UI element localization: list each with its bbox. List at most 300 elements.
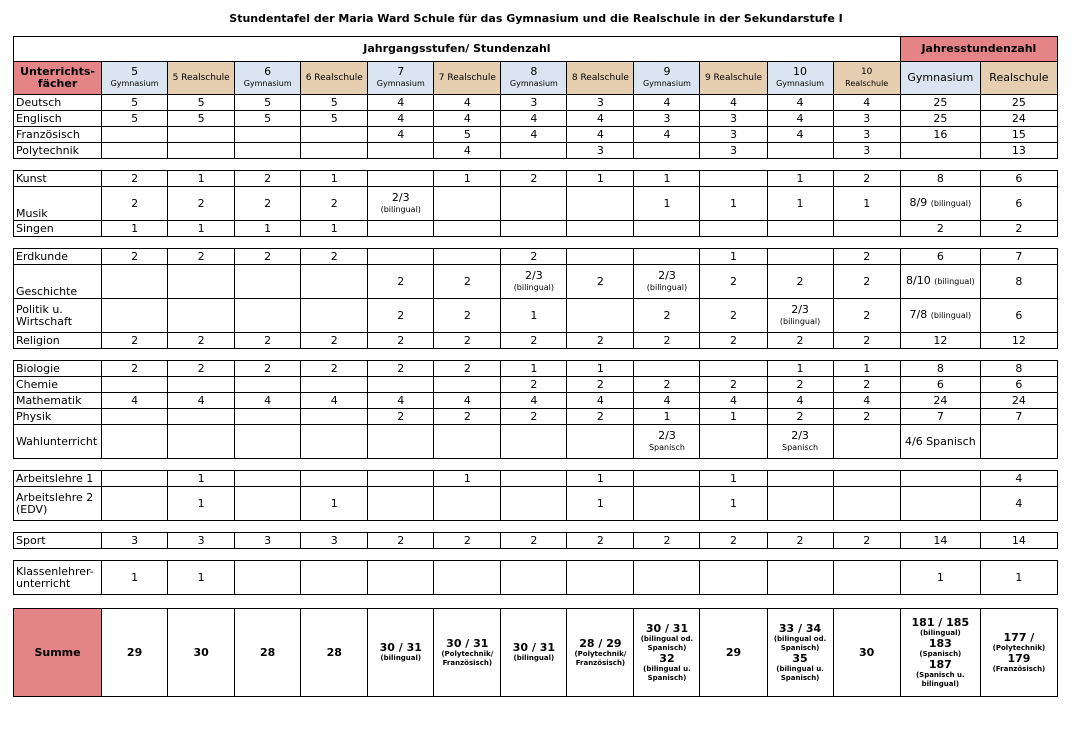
hours-cell: 5 [301,95,368,111]
summe-cell [634,609,700,697]
hours-cell: 2 [833,533,900,549]
hours-cell: 2 [301,187,368,221]
hours-cell: 5 [102,111,168,127]
hours-cell: 2 [833,409,900,425]
total-gymnasium: 8 [900,171,980,187]
subject-row [14,127,1058,143]
hours-cell: 1 [833,361,900,377]
hours-cell: 2 [767,265,833,299]
hours-cell: 4 [833,393,900,409]
total-gymnasium: 2 [900,221,980,237]
hours-cell [634,361,700,377]
hours-cell: 2 [301,333,368,349]
hours-cell: 2 [700,533,767,549]
hours-cell: 1 [767,171,833,187]
grade-header-5-gymnasium [102,62,168,95]
header-row-top [14,37,1058,62]
total-realschule: 8 [980,361,1057,377]
grade-header-7-realschule: 7 Realschule [434,62,501,95]
hours-cell: 1 [767,361,833,377]
subject-row [14,533,1058,549]
hours-cell: 1 [833,187,900,221]
hours-cell [767,561,833,595]
spacer-cell [14,349,1058,361]
hours-cell: 1 [168,221,235,237]
sum-note: (Spanisch) [919,649,962,658]
grade-number: 5 [131,65,139,78]
hours-cell: 3 [833,127,900,143]
cell-note: Spanisch [648,442,685,452]
cell-note: (bilingual) [779,316,821,326]
subject-name: Französisch [14,127,102,143]
subject-name: Physik [14,409,102,425]
sum-value: 29 [725,645,742,659]
hours-cell [368,487,434,521]
hours-cell: 1 [567,171,634,187]
hours-cell [301,425,368,459]
hours-cell [501,187,567,221]
hours-cell [235,377,301,393]
sum-value: 30 / 31 [512,641,556,654]
sum-value: 30 [859,645,875,659]
sum-value: 179 [1007,651,1031,665]
hours-cell: 3 [102,533,168,549]
grade-header-9-realschule: 9 Realschule [700,62,767,95]
hours-cell [301,561,368,595]
hours-cell: 2 [501,249,567,265]
spacer-cell [14,159,1058,171]
hours-cell [567,299,634,333]
total-gymnasium: 24 [900,393,980,409]
subject-row [14,171,1058,187]
hours-cell: 2 [102,187,168,221]
hours-cell [235,471,301,487]
spacer-cell [14,237,1058,249]
total-realschule: 25 [980,95,1057,111]
hours-cell [301,409,368,425]
subject-row [14,425,1058,459]
subject-name: Geschichte [14,265,102,299]
hours-cell: 4 [501,393,567,409]
grade-header-10-realschule [833,62,900,95]
jahresstunden-header: Jahresstundenzahl [900,37,1057,62]
total-gymnasium: 6 [900,249,980,265]
sum-note: (bilingual od. Spanisch) [640,634,694,652]
hours-cell [634,471,700,487]
hours-cell [634,425,700,459]
hours-cell: 2 [368,409,434,425]
hours-cell: 4 [567,111,634,127]
subject-name: Erdkunde [14,249,102,265]
hours-cell: 4 [368,111,434,127]
hours-cell: 1 [235,221,301,237]
hours-cell: 2 [168,187,235,221]
total-realschule: 7 [980,249,1057,265]
cell-value: 2/3 [525,268,543,282]
summe-total-gymnasium [900,609,980,697]
hours-cell: 2 [700,333,767,349]
hours-cell [434,487,501,521]
spacer-row [14,549,1058,561]
hours-cell: 2 [501,533,567,549]
hours-cell [567,425,634,459]
subject-name: Sport [14,533,102,549]
grade-number: 10 [860,67,873,77]
grade-type: Gymnasium [110,79,159,88]
subject-row [14,377,1058,393]
hours-cell [634,221,700,237]
grade-number: 9 [663,65,671,78]
hours-cell [102,471,168,487]
total-gymnasium: 1 [900,561,980,595]
hours-cell [833,221,900,237]
hours-cell: 4 [434,393,501,409]
hours-cell [301,377,368,393]
hours-cell: 2 [833,377,900,393]
sum-note: (Polytechnik/ Französisch) [441,649,494,667]
hours-cell: 2 [434,361,501,377]
hours-cell: 4 [368,95,434,111]
total-realschule: 1 [980,561,1057,595]
hours-cell: 2 [235,171,301,187]
hours-cell [700,221,767,237]
hours-cell: 5 [301,111,368,127]
total-realschule: 15 [980,127,1057,143]
hours-cell: 2 [767,409,833,425]
hours-cell: 2 [567,409,634,425]
subject-row [14,409,1058,425]
hours-cell: 4 [767,95,833,111]
hours-cell [501,487,567,521]
hours-cell [168,143,235,159]
subject-row [14,487,1058,521]
hours-cell: 2 [833,171,900,187]
hours-cell: 2 [102,333,168,349]
hours-cell: 1 [567,471,634,487]
hours-cell [833,471,900,487]
subject-name: Arbeitslehre 1 [14,471,102,487]
subject-name: Kunst [14,171,102,187]
hours-cell: 2 [235,249,301,265]
header-row-grades [14,62,1058,95]
subject-row [14,471,1058,487]
total-realschule: 6 [980,377,1057,393]
total-gymnasium [900,471,980,487]
hours-cell: 2 [634,299,700,333]
hours-cell: 5 [168,111,235,127]
total-gymnasium [900,143,980,159]
sum-value: 33 / 34 [778,621,822,635]
total-gymnasium [900,487,980,521]
hours-cell: 4 [767,127,833,143]
hours-cell: 3 [301,533,368,549]
summe-row [14,609,1058,697]
total-gymnasium-header: Gymnasium [900,62,980,95]
hours-cell: 1 [501,361,567,377]
subject-name: Englisch [14,111,102,127]
hours-cell: 2 [368,533,434,549]
subject-name: Deutsch [14,95,102,111]
hours-cell: 4 [235,393,301,409]
sum-note: (Spanisch u. bilingual) [915,670,965,688]
summe-cell [567,609,634,697]
hours-cell: 1 [567,487,634,521]
total-realschule: 7 [980,409,1057,425]
hours-cell: 1 [301,221,368,237]
hours-cell: 2 [833,333,900,349]
hours-cell: 2 [833,299,900,333]
hours-cell: 2 [168,249,235,265]
hours-cell [102,127,168,143]
hours-cell [368,171,434,187]
hours-cell [833,487,900,521]
hours-cell [833,425,900,459]
hours-cell: 2 [700,377,767,393]
hours-cell: 2 [235,333,301,349]
grade-number: 6 [264,65,272,78]
hours-cell: 2 [168,361,235,377]
grade-type: Gymnasium [642,79,691,88]
sum-value: 30 / 31 [379,641,422,654]
hours-cell: 2 [634,333,700,349]
subject-name: Religion [14,333,102,349]
hours-cell: 2 [102,171,168,187]
subject-name: Arbeitslehre 2 (EDV) [14,487,102,521]
grade-header-5-realschule: 5 Realschule [168,62,235,95]
total-realschule: 6 [980,299,1057,333]
hours-cell [368,425,434,459]
subject-row [14,265,1058,299]
hours-cell: 1 [700,471,767,487]
hours-cell: 1 [102,561,168,595]
hours-cell [700,561,767,595]
hours-cell [767,221,833,237]
hours-cell [235,409,301,425]
hours-cell [235,561,301,595]
hours-cell [634,265,700,299]
hours-cell [434,561,501,595]
hours-cell [833,561,900,595]
hours-cell: 2 [634,377,700,393]
sum-value: 35 [792,651,808,665]
hours-cell: 3 [634,111,700,127]
hours-cell [102,299,168,333]
hours-cell: 2 [434,333,501,349]
summe-cell [235,609,301,697]
hours-cell [301,265,368,299]
hours-cell: 2 [833,249,900,265]
hours-cell: 4 [434,143,501,159]
total-gymnasium: 8 [900,361,980,377]
subject-name: Chemie [14,377,102,393]
stundentafel-table [13,36,1058,697]
cell-note: Spanisch [782,442,819,452]
hours-cell: 1 [501,299,567,333]
hours-cell: 1 [700,187,767,221]
hours-cell: 3 [168,533,235,549]
hours-cell [634,143,700,159]
hours-cell: 3 [501,95,567,111]
spacer-cell [14,521,1058,533]
total-realschule: 4 [980,471,1057,487]
hours-cell: 5 [235,95,301,111]
hours-cell [102,265,168,299]
grade-header-6-realschule: 6 Realschule [301,62,368,95]
hours-cell [700,361,767,377]
grade-number: 7 [397,65,405,78]
hours-cell: 4 [567,127,634,143]
sum-value: 28 / 29 [579,636,622,650]
total-realschule: 13 [980,143,1057,159]
sum-value: 28 [260,645,276,659]
subject-row [14,187,1058,221]
hours-cell [102,425,168,459]
hours-cell: 2 [168,333,235,349]
hours-cell: 5 [235,111,301,127]
summe-total-realschule [980,609,1057,697]
subject-row [14,561,1058,595]
hours-cell: 3 [700,111,767,127]
sum-note: (bilingual) [380,654,422,662]
jahrgang-header: Jahrgangsstufen/ Stundenzahl [14,37,901,62]
sum-note: (bilingual) [919,628,961,637]
hours-cell [102,377,168,393]
sum-value: 183 [928,636,952,650]
grade-header-6-gymnasium [235,62,301,95]
spacer-cell [14,549,1058,561]
subject-row [14,249,1058,265]
total-realschule-header: Realschule [980,62,1057,95]
hours-cell: 4 [767,111,833,127]
subject-row [14,299,1058,333]
grade-header-8-realschule: 8 Realschule [567,62,634,95]
grade-header-7-gymnasium [368,62,434,95]
hours-cell: 3 [700,127,767,143]
hours-cell: 4 [567,393,634,409]
hours-cell: 4 [501,111,567,127]
subject-row [14,333,1058,349]
subject-row [14,393,1058,409]
cell-note: (bilingual) [934,277,975,286]
summe-cell [501,609,567,697]
grade-type: Gymnasium [776,79,825,88]
total-realschule [980,425,1057,459]
hours-cell: 1 [767,187,833,221]
summe-cell [767,609,833,697]
hours-cell: 3 [833,111,900,127]
hours-cell [567,187,634,221]
sum-note: (Polytechnik/ Französisch) [574,649,627,667]
sum-note: (Polytechnik) [992,643,1046,652]
subject-column-header: Unterrichts-fächer [14,62,102,95]
hours-cell [700,425,767,459]
cell-value: 2/3 [658,268,676,282]
subject-row [14,221,1058,237]
subject-row [14,111,1058,127]
hours-cell [767,487,833,521]
summe-cell [368,609,434,697]
hours-cell [301,299,368,333]
hours-cell: 2 [767,333,833,349]
grade-header-8-gymnasium [501,62,567,95]
total-gymnasium: 12 [900,333,980,349]
sum-value: 30 / 31 [446,636,489,650]
cell-note: (bilingual) [646,282,688,292]
total-gymnasium: 14 [900,533,980,549]
hours-cell: 2 [434,299,501,333]
cell-value: 2/3 [658,428,676,442]
hours-cell: 2 [434,409,501,425]
subject-row [14,361,1058,377]
hours-cell: 1 [168,171,235,187]
hours-cell: 1 [168,487,235,521]
hours-cell: 2 [700,265,767,299]
hours-cell [102,143,168,159]
grade-number: 8 [530,65,538,78]
hours-cell: 4 [434,95,501,111]
sum-note: (bilingual od. Spanisch) [773,634,827,652]
hours-cell [168,377,235,393]
hours-cell [434,425,501,459]
hours-cell [501,425,567,459]
cell-value: 2/3 [791,428,809,442]
hours-cell [235,265,301,299]
hours-cell: 2 [434,265,501,299]
hours-cell: 2 [501,171,567,187]
subject-row [14,95,1058,111]
total-gymnasium: 6 [900,377,980,393]
hours-cell: 2 [501,377,567,393]
hours-cell: 1 [634,409,700,425]
hours-cell [767,425,833,459]
total-realschule: 14 [980,533,1057,549]
hours-cell: 1 [434,471,501,487]
subject-name: Klassenlehrer-unterricht [14,561,102,595]
hours-cell: 2 [567,533,634,549]
hours-cell: 1 [700,487,767,521]
hours-cell [368,249,434,265]
hours-cell [567,561,634,595]
subject-name: Wahlunterricht [14,425,102,459]
hours-cell [235,299,301,333]
sum-value: 187 [928,657,952,671]
sum-value: 30 / 31 [645,621,689,635]
hours-cell: 3 [833,143,900,159]
hours-cell [567,221,634,237]
summe-cell [301,609,368,697]
total-gymnasium: 8/10 (bilingual) [900,265,980,299]
hours-cell: 2 [368,333,434,349]
hours-cell [235,487,301,521]
hours-cell: 2 [235,187,301,221]
hours-cell [501,471,567,487]
grade-number: 10 [793,65,808,78]
sum-value: 28 [326,645,342,659]
hours-cell [168,409,235,425]
total-gymnasium: 16 [900,127,980,143]
hours-cell: 1 [301,487,368,521]
hours-cell: 2 [700,299,767,333]
hours-cell: 2 [634,533,700,549]
hours-cell: 4 [833,95,900,111]
total-gymnasium: 8/9 (bilingual) [900,187,980,221]
hours-cell [634,561,700,595]
hours-cell: 4 [168,393,235,409]
hours-cell [368,221,434,237]
spacer-row [14,521,1058,533]
hours-cell: 4 [301,393,368,409]
hours-cell [301,143,368,159]
